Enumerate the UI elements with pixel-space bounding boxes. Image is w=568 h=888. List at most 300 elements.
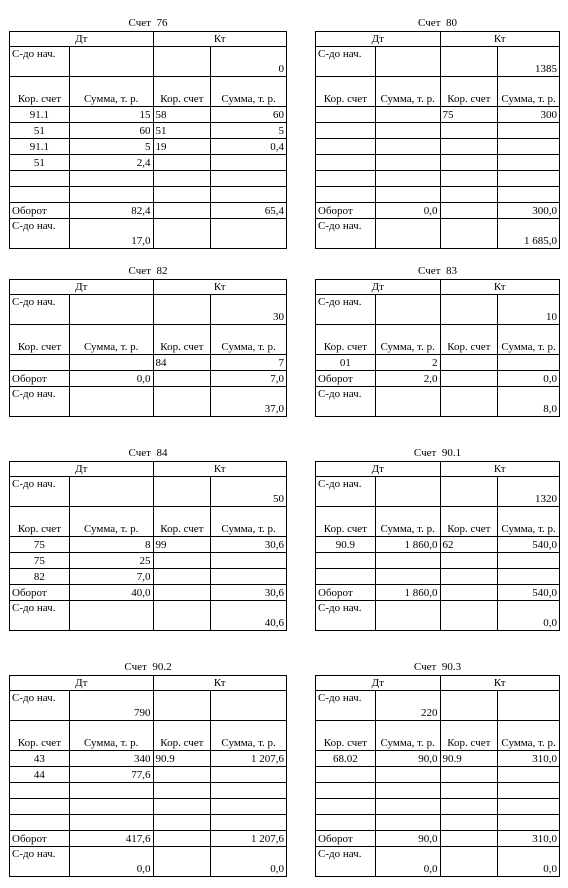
empty-cell xyxy=(153,585,211,601)
entry-row xyxy=(10,783,287,799)
credit-corr-account xyxy=(440,815,498,831)
debit-amount: 2,4 xyxy=(69,155,153,171)
opening-balance-label: С-до нач. xyxy=(10,47,70,77)
turnover-debit: 0,0 xyxy=(69,371,153,387)
credit-header: Кт xyxy=(440,280,559,295)
debit-header: Дт xyxy=(316,676,441,691)
account-title: Счет 84 xyxy=(128,447,168,459)
credit-amount xyxy=(498,569,560,585)
debit-amount xyxy=(69,171,153,187)
opening-balance-credit: 1320 xyxy=(498,477,560,507)
account-title: Счет 80 xyxy=(418,17,457,29)
credit-amount: 540,0 xyxy=(498,537,560,553)
credit-corr-account xyxy=(153,171,211,187)
credit-corr-account xyxy=(153,187,211,203)
credit-corr-account-header: Кор. счет xyxy=(440,77,498,107)
credit-corr-account: 90.9 xyxy=(153,751,211,767)
turnover-debit: 417,6 xyxy=(69,831,153,847)
t-account-table xyxy=(315,279,560,417)
closing-balance-debit: 0,0 xyxy=(69,847,153,877)
credit-amount: 310,0 xyxy=(498,751,560,767)
credit-amount xyxy=(211,171,287,187)
entry-row xyxy=(10,139,287,155)
credit-amount xyxy=(211,799,287,815)
credit-header: Кт xyxy=(153,32,287,47)
debit-corr-account: 43 xyxy=(10,751,70,767)
closing-balance-debit xyxy=(375,601,440,631)
turnover-label: Оборот xyxy=(10,203,70,219)
debit-corr-account xyxy=(10,799,70,815)
empty-cell xyxy=(440,601,498,631)
empty-cell xyxy=(440,847,498,877)
debit-corr-account-header: Кор. счет xyxy=(316,77,376,107)
debit-corr-account xyxy=(316,187,376,203)
empty-cell xyxy=(153,691,211,721)
debit-header: Дт xyxy=(10,462,154,477)
turnover-debit: 2,0 xyxy=(375,371,440,387)
debit-corr-account-header: Кор. счет xyxy=(10,721,70,751)
credit-amount-header: Сумма, т. р. xyxy=(498,721,560,751)
credit-amount-header: Сумма, т. р. xyxy=(211,77,287,107)
account-title: Счет 90.3 xyxy=(413,661,462,673)
empty-cell xyxy=(440,203,498,219)
entry-row xyxy=(10,767,287,783)
debit-amount xyxy=(375,815,440,831)
entry-row xyxy=(316,187,560,203)
credit-amount xyxy=(498,123,560,139)
debit-corr-account-header: Кор. счет xyxy=(10,77,70,107)
entry-row xyxy=(316,799,560,815)
closing-balance-label: С-до нач. xyxy=(10,847,70,877)
entry-row xyxy=(10,537,287,553)
closing-balance-debit xyxy=(69,601,153,631)
debit-amount xyxy=(69,187,153,203)
credit-amount xyxy=(498,139,560,155)
credit-corr-account: 58 xyxy=(153,107,211,123)
debit-amount-header: Сумма, т. р. xyxy=(69,721,153,751)
debit-amount xyxy=(375,187,440,203)
credit-amount xyxy=(211,783,287,799)
entry-row xyxy=(10,553,287,569)
account-title: Счет 82 xyxy=(128,265,168,277)
credit-corr-account-header: Кор. счет xyxy=(153,325,211,355)
entry-row xyxy=(316,783,560,799)
credit-amount xyxy=(498,799,560,815)
debit-amount xyxy=(375,799,440,815)
closing-balance-credit: 8,0 xyxy=(498,387,560,417)
debit-amount: 8 xyxy=(69,537,153,553)
credit-amount xyxy=(498,187,560,203)
debit-corr-account xyxy=(316,569,376,585)
opening-balance-debit xyxy=(69,295,153,325)
empty-cell xyxy=(440,477,498,507)
closing-balance-credit: 0,0 xyxy=(498,601,560,631)
empty-cell xyxy=(440,371,498,387)
credit-corr-account xyxy=(153,569,211,585)
debit-corr-account xyxy=(316,783,376,799)
debit-corr-account xyxy=(316,815,376,831)
entry-row xyxy=(316,355,560,371)
closing-balance-debit: 0,0 xyxy=(375,847,440,877)
empty-cell xyxy=(153,47,211,77)
entry-row xyxy=(10,187,287,203)
credit-amount xyxy=(498,171,560,187)
t-account-table xyxy=(9,461,287,631)
credit-amount: 7 xyxy=(211,355,287,371)
debit-header: Дт xyxy=(316,32,441,47)
closing-balance-label: С-до нач. xyxy=(10,601,70,631)
turnover-credit: 30,6 xyxy=(211,585,287,601)
credit-amount xyxy=(498,815,560,831)
closing-balance-label: С-до нач. xyxy=(10,387,70,417)
credit-corr-account: 99 xyxy=(153,537,211,553)
debit-corr-account xyxy=(316,107,376,123)
empty-cell xyxy=(440,585,498,601)
credit-corr-account xyxy=(440,187,498,203)
credit-corr-account xyxy=(440,783,498,799)
debit-corr-account-header: Кор. счет xyxy=(10,325,70,355)
opening-balance-credit: 50 xyxy=(211,477,287,507)
closing-balance-debit xyxy=(375,387,440,417)
entry-row xyxy=(316,171,560,187)
entry-row xyxy=(316,139,560,155)
debit-amount xyxy=(375,123,440,139)
debit-corr-account: 91.1 xyxy=(10,139,70,155)
credit-corr-account: 90.9 xyxy=(440,751,498,767)
credit-corr-account xyxy=(440,799,498,815)
credit-corr-account xyxy=(440,553,498,569)
empty-cell xyxy=(153,847,211,877)
credit-corr-account: 84 xyxy=(153,355,211,371)
credit-corr-account-header: Кор. счет xyxy=(440,721,498,751)
account-title: Счет 90.1 xyxy=(413,447,462,459)
turnover-debit: 82,4 xyxy=(69,203,153,219)
debit-corr-account: 51 xyxy=(10,155,70,171)
turnover-credit: 300,0 xyxy=(498,203,560,219)
empty-cell xyxy=(153,219,211,249)
closing-balance-label: С-до нач. xyxy=(10,219,70,249)
debit-corr-account-header: Кор. счет xyxy=(316,721,376,751)
opening-balance-credit xyxy=(211,691,287,721)
debit-corr-account: 51 xyxy=(10,123,70,139)
debit-corr-account xyxy=(316,123,376,139)
debit-amount: 25 xyxy=(69,553,153,569)
account-title: Счет 76 xyxy=(128,17,168,29)
credit-amount: 300 xyxy=(498,107,560,123)
credit-amount-header: Сумма, т. р. xyxy=(498,507,560,537)
credit-corr-account xyxy=(153,553,211,569)
turnover-credit: 7,0 xyxy=(211,371,287,387)
debit-amount xyxy=(375,553,440,569)
debit-amount-header: Сумма, т. р. xyxy=(375,325,440,355)
debit-corr-account-header: Кор. счет xyxy=(10,507,70,537)
credit-header: Кт xyxy=(153,462,287,477)
closing-balance-label: С-до нач. xyxy=(316,847,376,877)
debit-amount: 5 xyxy=(69,139,153,155)
entry-row xyxy=(316,537,560,553)
credit-corr-account: 19 xyxy=(153,139,211,155)
opening-balance-debit xyxy=(69,477,153,507)
t-account-table xyxy=(315,461,560,631)
credit-corr-account xyxy=(440,355,498,371)
credit-header: Кт xyxy=(153,676,287,691)
empty-cell xyxy=(440,831,498,847)
debit-amount xyxy=(375,171,440,187)
entry-row xyxy=(10,751,287,767)
turnover-debit: 40,0 xyxy=(69,585,153,601)
credit-amount xyxy=(211,187,287,203)
debit-header: Дт xyxy=(10,676,154,691)
turnover-label: Оборот xyxy=(10,831,70,847)
credit-amount-header: Сумма, т. р. xyxy=(211,721,287,751)
entry-row xyxy=(10,123,287,139)
debit-amount: 7,0 xyxy=(69,569,153,585)
debit-corr-account xyxy=(316,139,376,155)
debit-corr-account xyxy=(316,799,376,815)
empty-cell xyxy=(153,831,211,847)
debit-header: Дт xyxy=(316,462,441,477)
debit-corr-account: 75 xyxy=(10,537,70,553)
entry-row xyxy=(316,155,560,171)
opening-balance-label: С-до нач. xyxy=(316,691,376,721)
closing-balance-credit: 0,0 xyxy=(498,847,560,877)
credit-corr-account xyxy=(153,767,211,783)
credit-corr-account-header: Кор. счет xyxy=(153,77,211,107)
debit-amount: 77,6 xyxy=(69,767,153,783)
opening-balance-debit xyxy=(375,477,440,507)
closing-balance-debit xyxy=(375,219,440,249)
debit-amount xyxy=(69,799,153,815)
empty-cell xyxy=(153,203,211,219)
opening-balance-label: С-до нач. xyxy=(10,691,70,721)
debit-corr-account: 44 xyxy=(10,767,70,783)
debit-amount: 340 xyxy=(69,751,153,767)
debit-corr-account xyxy=(10,187,70,203)
credit-amount-header: Сумма, т. р. xyxy=(498,77,560,107)
debit-corr-account-header: Кор. счет xyxy=(316,507,376,537)
opening-balance-credit: 30 xyxy=(211,295,287,325)
debit-header: Дт xyxy=(316,280,441,295)
debit-corr-account xyxy=(316,171,376,187)
credit-corr-account-header: Кор. счет xyxy=(440,325,498,355)
debit-amount-header: Сумма, т. р. xyxy=(69,77,153,107)
debit-corr-account xyxy=(316,767,376,783)
credit-header: Кт xyxy=(153,280,287,295)
closing-balance-credit: 0,0 xyxy=(211,847,287,877)
credit-amount-header: Сумма, т. р. xyxy=(211,325,287,355)
debit-corr-account: 75 xyxy=(10,553,70,569)
credit-header: Кт xyxy=(440,676,559,691)
credit-amount xyxy=(211,553,287,569)
empty-cell xyxy=(440,295,498,325)
debit-corr-account: 91.1 xyxy=(10,107,70,123)
closing-balance-credit: 1 685,0 xyxy=(498,219,560,249)
credit-amount xyxy=(211,569,287,585)
empty-cell xyxy=(440,219,498,249)
credit-amount: 5 xyxy=(211,123,287,139)
closing-balance-credit xyxy=(211,219,287,249)
empty-cell xyxy=(153,601,211,631)
turnover-label: Оборот xyxy=(316,585,376,601)
turnover-label: Оборот xyxy=(10,585,70,601)
empty-cell xyxy=(153,371,211,387)
credit-corr-account xyxy=(440,171,498,187)
debit-amount: 60 xyxy=(69,123,153,139)
debit-amount-header: Сумма, т. р. xyxy=(375,721,440,751)
entry-row xyxy=(10,171,287,187)
credit-amount: 30,6 xyxy=(211,537,287,553)
closing-balance-label: С-до нач. xyxy=(316,387,376,417)
credit-corr-account-header: Кор. счет xyxy=(153,721,211,751)
entry-row xyxy=(10,815,287,831)
debit-header: Дт xyxy=(10,32,154,47)
debit-corr-account: 01 xyxy=(316,355,376,371)
turnover-debit: 1 860,0 xyxy=(375,585,440,601)
credit-amount xyxy=(498,783,560,799)
credit-amount: 60 xyxy=(211,107,287,123)
turnover-label: Оборот xyxy=(316,831,376,847)
debit-amount-header: Сумма, т. р. xyxy=(375,77,440,107)
closing-balance-label: С-до нач. xyxy=(316,219,376,249)
credit-corr-account xyxy=(153,783,211,799)
turnover-credit: 310,0 xyxy=(498,831,560,847)
opening-balance-debit xyxy=(375,295,440,325)
credit-corr-account xyxy=(153,799,211,815)
closing-balance-credit: 37,0 xyxy=(211,387,287,417)
turnover-debit: 0,0 xyxy=(375,203,440,219)
debit-amount: 1 860,0 xyxy=(375,537,440,553)
account-title: Счет 83 xyxy=(418,265,457,277)
debit-amount xyxy=(69,355,153,371)
credit-corr-account xyxy=(440,123,498,139)
turnover-credit: 1 207,6 xyxy=(211,831,287,847)
credit-corr-account xyxy=(440,569,498,585)
turnover-credit: 540,0 xyxy=(498,585,560,601)
opening-balance-credit: 10 xyxy=(498,295,560,325)
entry-row xyxy=(10,107,287,123)
empty-cell xyxy=(153,477,211,507)
credit-corr-account xyxy=(440,155,498,171)
opening-balance-label: С-до нач. xyxy=(316,295,376,325)
empty-cell xyxy=(440,47,498,77)
credit-corr-account-header: Кор. счет xyxy=(440,507,498,537)
empty-cell xyxy=(153,387,211,417)
credit-corr-account xyxy=(153,815,211,831)
debit-amount-header: Сумма, т. р. xyxy=(69,325,153,355)
turnover-debit: 90,0 xyxy=(375,831,440,847)
debit-amount xyxy=(375,569,440,585)
credit-corr-account: 62 xyxy=(440,537,498,553)
debit-amount xyxy=(375,139,440,155)
t-account-table xyxy=(9,675,287,877)
debit-corr-account: 90.9 xyxy=(316,537,376,553)
t-account-table xyxy=(9,279,287,417)
debit-header: Дт xyxy=(10,280,154,295)
entry-row xyxy=(10,569,287,585)
entry-row xyxy=(10,799,287,815)
turnover-credit: 65,4 xyxy=(211,203,287,219)
credit-amount xyxy=(498,553,560,569)
turnover-label: Оборот xyxy=(316,371,376,387)
credit-corr-account: 51 xyxy=(153,123,211,139)
debit-amount xyxy=(375,783,440,799)
debit-corr-account: 82 xyxy=(10,569,70,585)
credit-amount-header: Сумма, т. р. xyxy=(498,325,560,355)
debit-corr-account xyxy=(316,155,376,171)
debit-corr-account-header: Кор. счет xyxy=(316,325,376,355)
credit-corr-account: 75 xyxy=(440,107,498,123)
opening-balance-credit: 0 xyxy=(211,47,287,77)
empty-cell xyxy=(440,691,498,721)
debit-corr-account xyxy=(10,171,70,187)
t-account-table xyxy=(9,31,287,249)
opening-balance-label: С-до нач. xyxy=(10,477,70,507)
opening-balance-label: С-до нач. xyxy=(316,477,376,507)
turnover-label: Оборот xyxy=(10,371,70,387)
debit-amount: 2 xyxy=(375,355,440,371)
entry-row xyxy=(316,107,560,123)
credit-amount xyxy=(211,155,287,171)
closing-balance-debit xyxy=(69,387,153,417)
credit-amount xyxy=(498,767,560,783)
closing-balance-debit: 17,0 xyxy=(69,219,153,249)
debit-corr-account xyxy=(10,355,70,371)
entry-row xyxy=(10,155,287,171)
credit-corr-account xyxy=(440,139,498,155)
credit-corr-account-header: Кор. счет xyxy=(153,507,211,537)
debit-amount: 15 xyxy=(69,107,153,123)
turnover-credit: 0,0 xyxy=(498,371,560,387)
debit-corr-account xyxy=(316,553,376,569)
opening-balance-label: С-до нач. xyxy=(10,295,70,325)
opening-balance-credit xyxy=(498,691,560,721)
debit-amount xyxy=(69,815,153,831)
turnover-label: Оборот xyxy=(316,203,376,219)
entry-row xyxy=(316,767,560,783)
credit-amount xyxy=(211,767,287,783)
debit-amount-header: Сумма, т. р. xyxy=(375,507,440,537)
debit-amount: 90,0 xyxy=(375,751,440,767)
credit-corr-account xyxy=(153,155,211,171)
debit-corr-account: 68.02 xyxy=(316,751,376,767)
debit-corr-account xyxy=(10,783,70,799)
credit-header: Кт xyxy=(440,32,559,47)
credit-amount xyxy=(498,355,560,371)
entry-row xyxy=(316,569,560,585)
entry-row xyxy=(316,751,560,767)
entry-row xyxy=(316,123,560,139)
debit-amount xyxy=(375,155,440,171)
credit-corr-account xyxy=(440,767,498,783)
credit-amount: 0,4 xyxy=(211,139,287,155)
empty-cell xyxy=(440,387,498,417)
closing-balance-credit: 40,6 xyxy=(211,601,287,631)
debit-amount xyxy=(375,107,440,123)
debit-corr-account xyxy=(10,815,70,831)
empty-cell xyxy=(153,295,211,325)
credit-amount xyxy=(211,815,287,831)
opening-balance-debit xyxy=(375,47,440,77)
entry-row xyxy=(316,815,560,831)
entry-row xyxy=(10,355,287,371)
entry-row xyxy=(316,553,560,569)
opening-balance-label: С-до нач. xyxy=(316,47,376,77)
account-title: Счет 90.2 xyxy=(124,661,172,673)
debit-amount xyxy=(69,783,153,799)
opening-balance-credit: 1385 xyxy=(498,47,560,77)
closing-balance-label: С-до нач. xyxy=(316,601,376,631)
credit-header: Кт xyxy=(440,462,559,477)
